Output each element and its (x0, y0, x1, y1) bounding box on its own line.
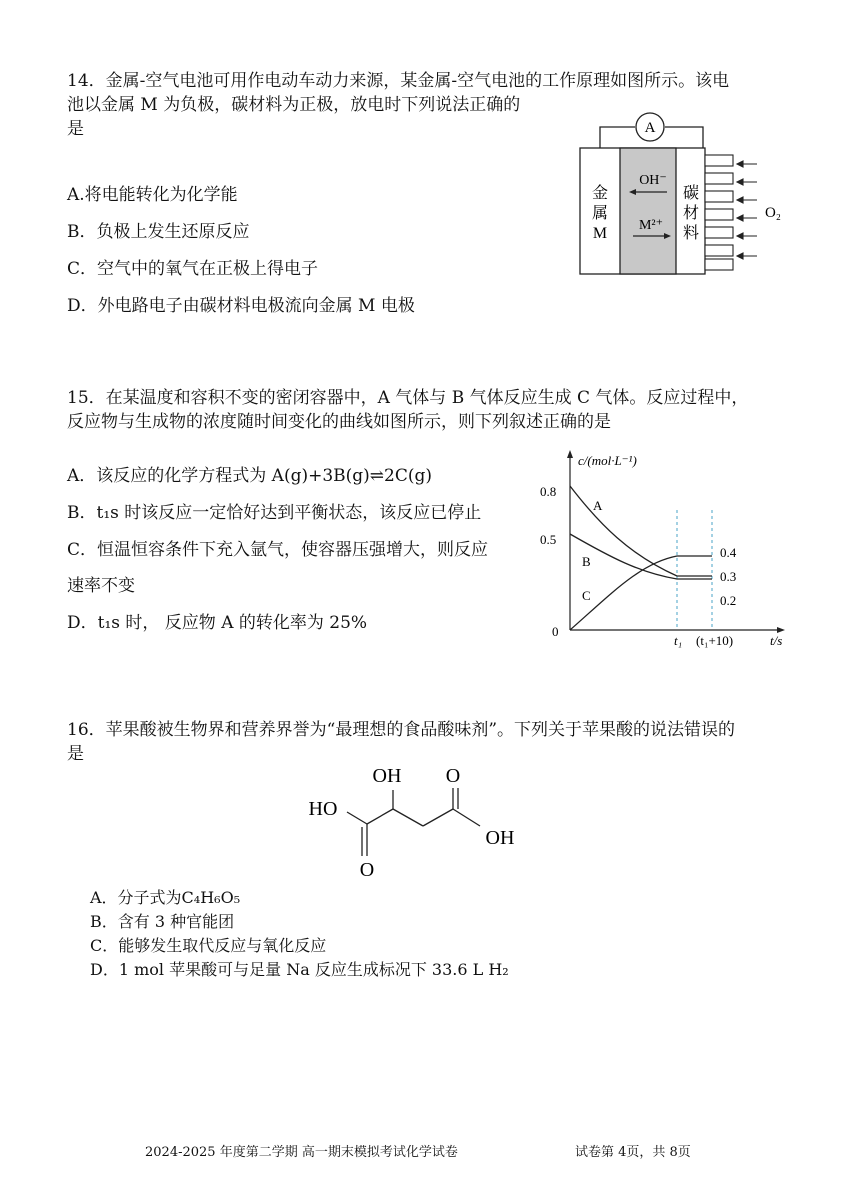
anode-char3: M (592, 225, 608, 242)
q16-option-a: A．分子式为C₄H₆O₅ (90, 888, 241, 907)
struct-oh-top: OH (372, 765, 402, 787)
end-label-0.4: 0.4 (720, 545, 737, 560)
q14-stem-line2: 池以金属 M 为负极，碳材料为正极，放电时下列说法正确的 (67, 95, 521, 115)
series-a-line (570, 486, 712, 576)
series-a-name: A (593, 498, 603, 513)
q15-option-c-line2: 速率不变 (67, 576, 135, 596)
q15-option-a: A．该反应的化学方程式为 A(g)+3B(g)⇌2C(g) (67, 466, 433, 486)
cathode-char2: 材 (682, 205, 700, 222)
anode-char1: 金 (591, 185, 609, 202)
struct-o-bottom: O (359, 859, 375, 881)
q14-option-a: A.将电能转化为化学能 (67, 185, 238, 205)
battery-diagram (575, 110, 790, 280)
ammeter-label: A (644, 120, 656, 136)
q15-stem-line1: 15．在某温度和容积不变的密闭容器中，A 气体与 B 气体反应生成 C 气体。反应过程中， (67, 388, 749, 408)
end-label-0.2: 0.2 (720, 593, 737, 608)
y-tick-0: 0 (552, 624, 559, 639)
footer-page-number: 试卷第 4页，共 8页 (575, 1145, 691, 1160)
q16-stem-line2: 是 (67, 744, 84, 764)
q16-stem-line1: 16．苹果酸被生物界和营养界誉为“最理想的食品酸味剂”。下列关于苹果酸的说法错误的 (67, 720, 736, 740)
q15-option-c-line1: C．恒温恒容条件下充入氩气，使容器压强增大，则反应 (67, 540, 489, 560)
series-c-name: C (582, 588, 591, 603)
struct-ho-left: HO (308, 798, 338, 820)
q15-option-b: B．t₁s 时该反应一定恰好达到平衡状态，该反应已停止 (67, 503, 482, 523)
anode-char2: 属 (591, 205, 609, 222)
q14-option-b: B．负极上发生还原反应 (67, 222, 250, 242)
y-tick-0.5: 0.5 (540, 532, 557, 547)
concentration-chart (530, 445, 800, 655)
footer-exam-title: 2024-2025 年度第二学期 高一期末模拟考试化学试卷 (145, 1145, 458, 1160)
q14-stem-line3: 是 (67, 119, 84, 139)
y-tick-0.8: 0.8 (540, 484, 557, 499)
q14-option-d: D．外电路电子由碳材料电极流向金属 M 电极 (67, 296, 415, 316)
q15-option-d: D．t₁s 时， 反应物 A 的转化率为 25% (67, 613, 368, 633)
y-axis-label: c/(mol·L⁻¹) (578, 453, 637, 468)
q16-option-b: B．含有 3 种官能团 (90, 912, 235, 931)
q14-option-c: C．空气中的氧气在正极上得电子 (67, 259, 319, 279)
gas-o2: O₂ (764, 205, 782, 221)
series-c-line (570, 556, 712, 630)
cathode-char1: 碳 (682, 185, 700, 202)
x-axis-label: t/s (770, 633, 783, 648)
series-b-name: B (582, 554, 591, 569)
end-label-0.3: 0.3 (720, 569, 737, 584)
cathode-char3: 料 (682, 225, 700, 242)
struct-o-top: O (445, 765, 461, 787)
q16-option-d: D．1 mol 苹果酸可与足量 Na 反应生成标况下 33.6 L H₂ (90, 960, 509, 979)
x-tick-t1-plus10: (t₁+10) (696, 633, 734, 648)
malic-acid-structure (295, 760, 535, 885)
ion-oh: OH⁻ (639, 173, 667, 188)
q16-option-c: C．能够发生取代反应与氧化反应 (90, 936, 327, 955)
x-tick-t1: t₁ (674, 633, 683, 648)
q15-stem-line2: 反应物与生成物的浓度随时间变化的曲线如图所示，则下列叙述正确的是 (67, 412, 611, 432)
q14-stem-line1: 14．金属-空气电池可用作电动车动力来源，某金属-空气电池的工作原理如图所示。该电 (67, 71, 730, 91)
electrolyte-region (620, 148, 676, 274)
ion-m: M²⁺ (638, 218, 664, 233)
struct-oh-right: OH (485, 827, 515, 849)
